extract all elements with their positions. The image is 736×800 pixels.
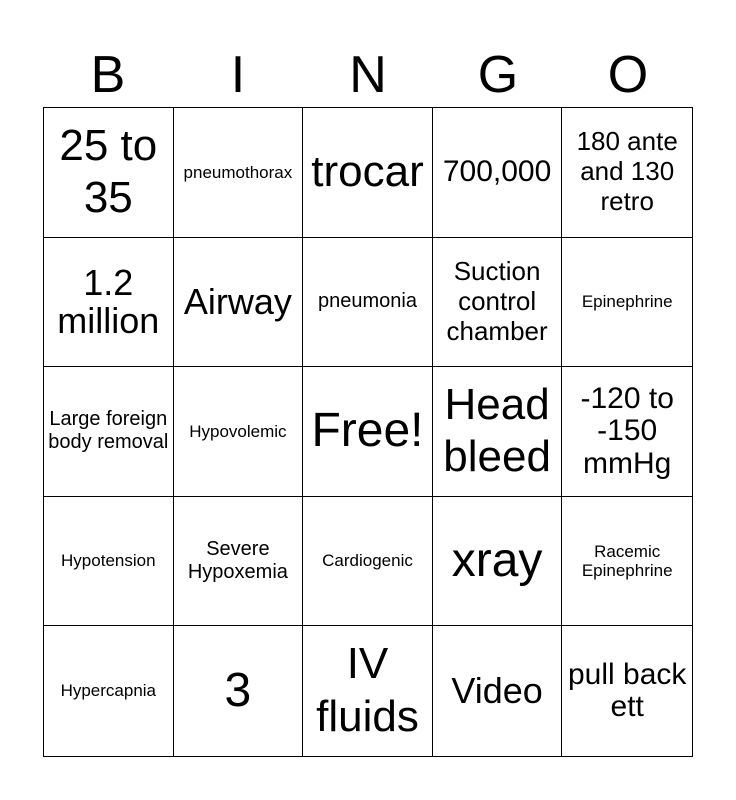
header-letter-o: O bbox=[607, 46, 649, 104]
bingo-cell-r5c3[interactable]: IV fluids bbox=[303, 626, 433, 756]
bingo-cell-free[interactable]: Free! bbox=[303, 367, 433, 497]
header-letter-g: G bbox=[477, 46, 519, 104]
bingo-cell-r2c1[interactable]: 1.2 million bbox=[44, 238, 174, 368]
header-letter-i: I bbox=[230, 46, 246, 104]
bingo-cell-r4c3[interactable]: Cardiogenic bbox=[303, 497, 433, 627]
bingo-cell-r1c3[interactable]: trocar bbox=[303, 108, 433, 238]
bingo-cell-r1c1[interactable]: 25 to 35 bbox=[44, 108, 174, 238]
bingo-cell-r4c4[interactable]: xray bbox=[433, 497, 563, 627]
bingo-cell-r4c2[interactable]: Severe Hypoxemia bbox=[174, 497, 304, 627]
header-letter-b: B bbox=[90, 46, 126, 104]
bingo-cell-r3c5[interactable]: -120 to -150 mmHg bbox=[562, 367, 692, 497]
bingo-cell-r1c4[interactable]: 700,000 bbox=[433, 108, 563, 238]
bingo-cell-r2c3[interactable]: pneumonia bbox=[303, 238, 433, 368]
bingo-cell-r2c2[interactable]: Airway bbox=[174, 238, 304, 368]
bingo-cell-r4c5[interactable]: Racemic Epinephrine bbox=[562, 497, 692, 627]
bingo-cell-r5c4[interactable]: Video bbox=[433, 626, 563, 756]
bingo-cell-r5c2[interactable]: 3 bbox=[174, 626, 304, 756]
bingo-header bbox=[43, 42, 693, 108]
bingo-cell-r3c1[interactable]: Large foreign body removal bbox=[44, 367, 174, 497]
bingo-cell-r5c5[interactable]: pull back ett bbox=[567, 657, 687, 724]
bingo-cell-r2c5[interactable]: Epinephrine bbox=[562, 238, 692, 368]
bingo-cell-r5c1[interactable]: Hypercapnia bbox=[44, 626, 174, 756]
bingo-cell-r1c2[interactable]: pneumothorax bbox=[174, 108, 304, 238]
bingo-cell-r3c2[interactable]: Hypovolemic bbox=[174, 367, 304, 497]
bingo-cell-r4c1[interactable]: Hypotension bbox=[44, 497, 174, 627]
bingo-cell-r2c4[interactable]: Suction control chamber bbox=[433, 238, 563, 368]
bingo-card-grid bbox=[43, 107, 693, 757]
bingo-cell-r3c4[interactable]: Head bleed bbox=[433, 367, 563, 497]
header-letter-n: N bbox=[349, 46, 387, 104]
bingo-cell-r1c5[interactable]: 180 ante and 130 retro bbox=[562, 108, 692, 238]
